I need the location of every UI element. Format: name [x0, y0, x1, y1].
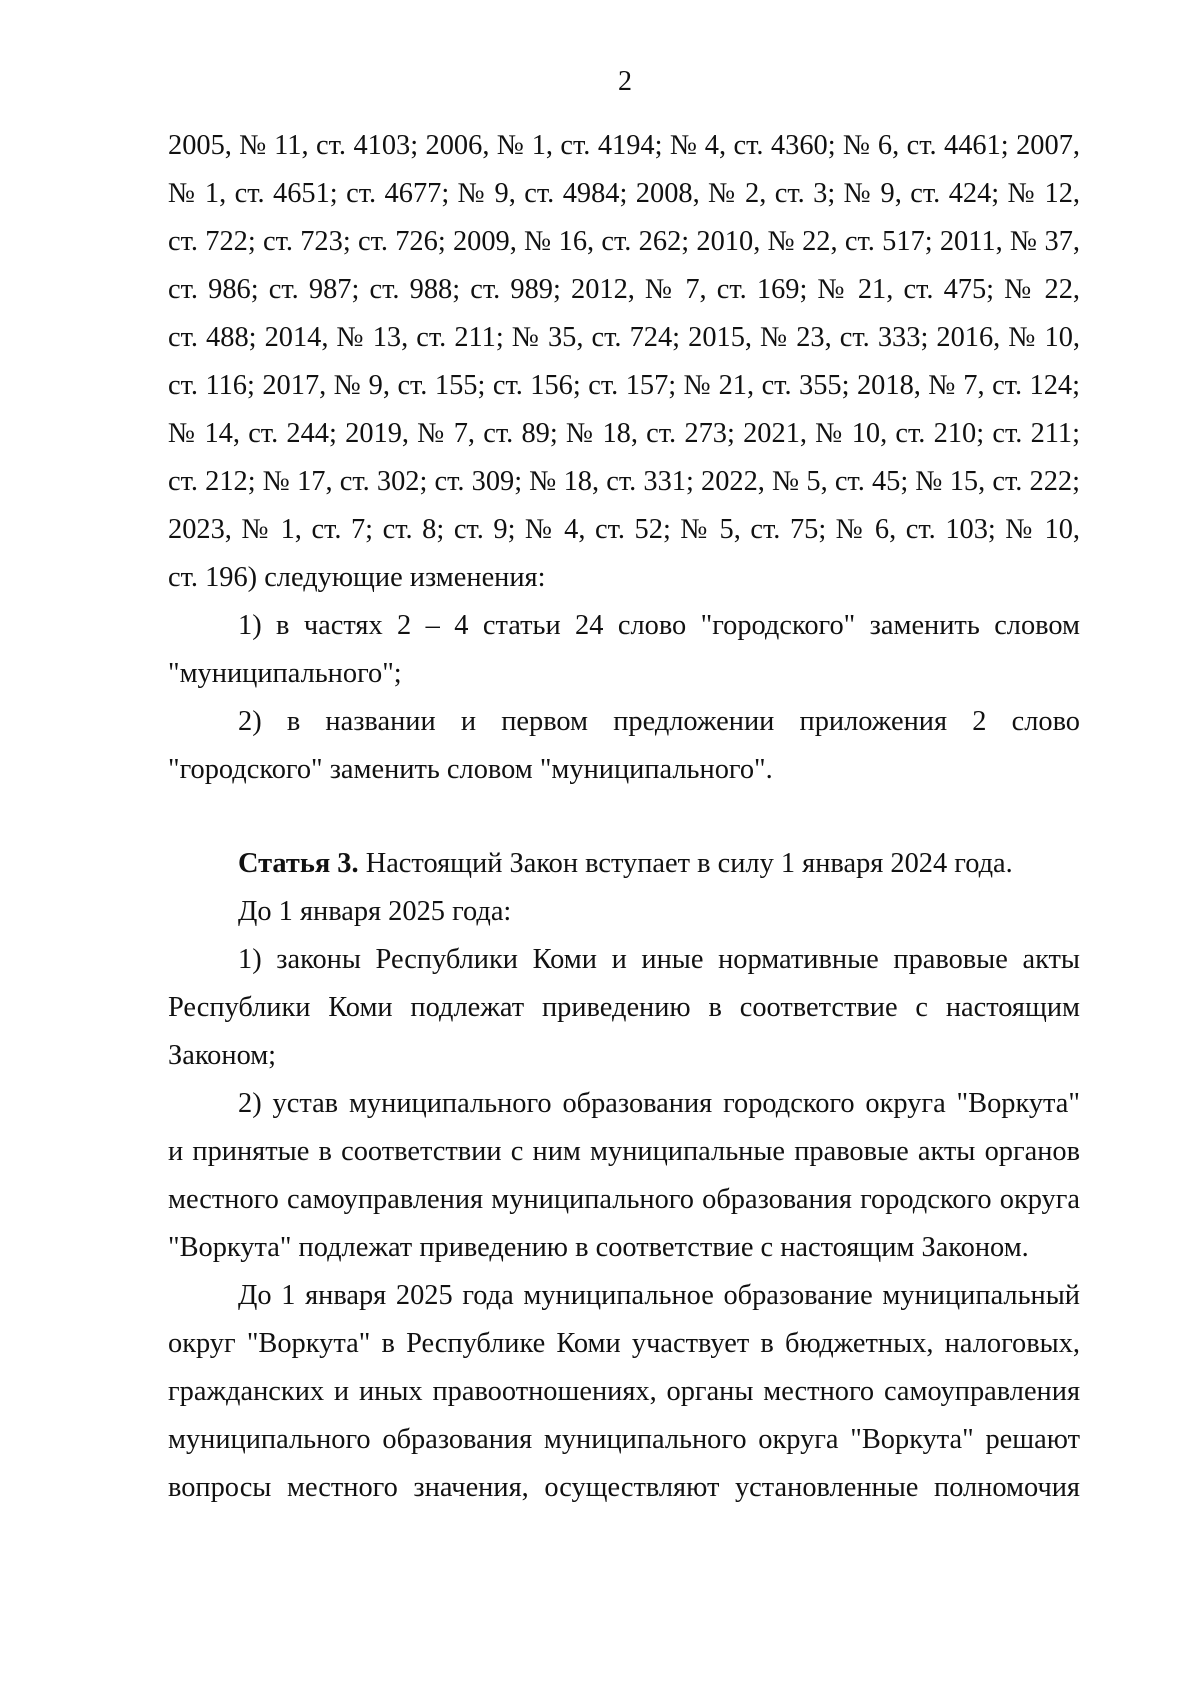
article-3-item-1 — [168, 936, 1080, 1080]
amendment-line: "городского" заменить словом "муниципального". — [168, 754, 773, 785]
citation-line: ст. 986; ст. 987; ст. 988; ст. 989; 2012, № 7, ст. 169; № 21, ст. 475; № 22, — [168, 274, 1080, 305]
publication-citations — [168, 122, 1080, 602]
paragraph-line: вопросы местного значения, осуществляют установленные полномочия — [168, 1472, 1080, 1503]
section-gap — [168, 794, 1080, 840]
article-3-item-2 — [168, 1080, 1080, 1272]
citation-line: ст. 488; 2014, № 13, ст. 211; № 35, ст. 724; 2015, № 23, ст. 333; 2016, № 10, — [168, 322, 1080, 353]
article-3-heading-line — [168, 840, 1080, 888]
paragraph-line: До 1 января 2025 года муниципальное образование муниципальный — [238, 1280, 1080, 1311]
item-line: Законом; — [168, 1040, 277, 1071]
item-line: и принятые в соответствии с ним муниципальные правовые акты органов — [168, 1136, 1080, 1167]
citation-line: ст. 196) следующие изменения: — [168, 562, 546, 593]
citation-line: 2023, № 1, ст. 7; ст. 8; ст. 9; № 4, ст. 52; № 5, ст. 75; № 6, ст. 103; № 10, — [168, 514, 1080, 545]
citation-line: 2005, № 11, ст. 4103; 2006, № 1, ст. 4194; № 4, ст. 4360; № 6, ст. 4461; 2007, — [168, 130, 1080, 161]
amendment-line: 1) в частях 2 – 4 статьи 24 слово "городского" заменить словом — [238, 610, 1080, 641]
article-3-text: Настоящий Закон вступает в силу 1 января 2024 года. — [365, 848, 1013, 879]
amendment-item-2 — [168, 698, 1080, 794]
citation-line: ст. 212; № 17, ст. 302; ст. 309; № 18, ст. 331; 2022, № 5, ст. 45; № 15, ст. 222; — [168, 466, 1080, 497]
item-line: "Воркута" подлежат приведению в соответствие с настоящим Законом. — [168, 1232, 1029, 1263]
item-line: местного самоуправления муниципального образования городского округа — [168, 1184, 1080, 1215]
item-line: 1) законы Республики Коми и иные нормативные правовые акты — [238, 944, 1080, 975]
amendment-line: "муниципального"; — [168, 658, 402, 689]
paragraph-line: гражданских и иных правоотношениях, органы местного самоуправления — [168, 1376, 1080, 1407]
paragraph-line: округ "Воркута" в Республике Коми участвует в бюджетных, налоговых, — [168, 1328, 1080, 1359]
article-3-heading: Статья 3. — [238, 848, 359, 879]
citation-line: ст. 116; 2017, № 9, ст. 155; ст. 156; ст. 157; № 21, ст. 355; 2018, № 7, ст. 124; — [168, 370, 1080, 401]
amendment-item-1 — [168, 602, 1080, 698]
item-line: 2) устав муниципального образования городского округа "Воркута" — [238, 1088, 1080, 1119]
amendment-line: 2) в названии и первом предложении приложения 2 слово — [238, 706, 1080, 737]
document-body — [168, 122, 1080, 1512]
item-line: Республики Коми подлежат приведению в соответствие с настоящим — [168, 992, 1080, 1023]
citation-line: ст. 722; ст. 723; ст. 726; 2009, № 16, ст. 262; 2010, № 22, ст. 517; 2011, № 37, — [168, 226, 1080, 257]
until-label: До 1 января 2025 года: — [238, 896, 512, 927]
citation-line: № 1, ст. 4651; ст. 4677; № 9, ст. 4984; 2008, № 2, ст. 3; № 9, ст. 424; № 12, — [168, 178, 1080, 209]
page-number: 2 — [618, 66, 632, 97]
citation-line: № 14, ст. 244; 2019, № 7, ст. 89; № 18, ст. 273; 2021, № 10, ст. 210; ст. 211; — [168, 418, 1080, 449]
paragraph-line: муниципального образования муниципального округа "Воркута" решают — [168, 1424, 1080, 1455]
final-paragraph — [168, 1272, 1080, 1512]
